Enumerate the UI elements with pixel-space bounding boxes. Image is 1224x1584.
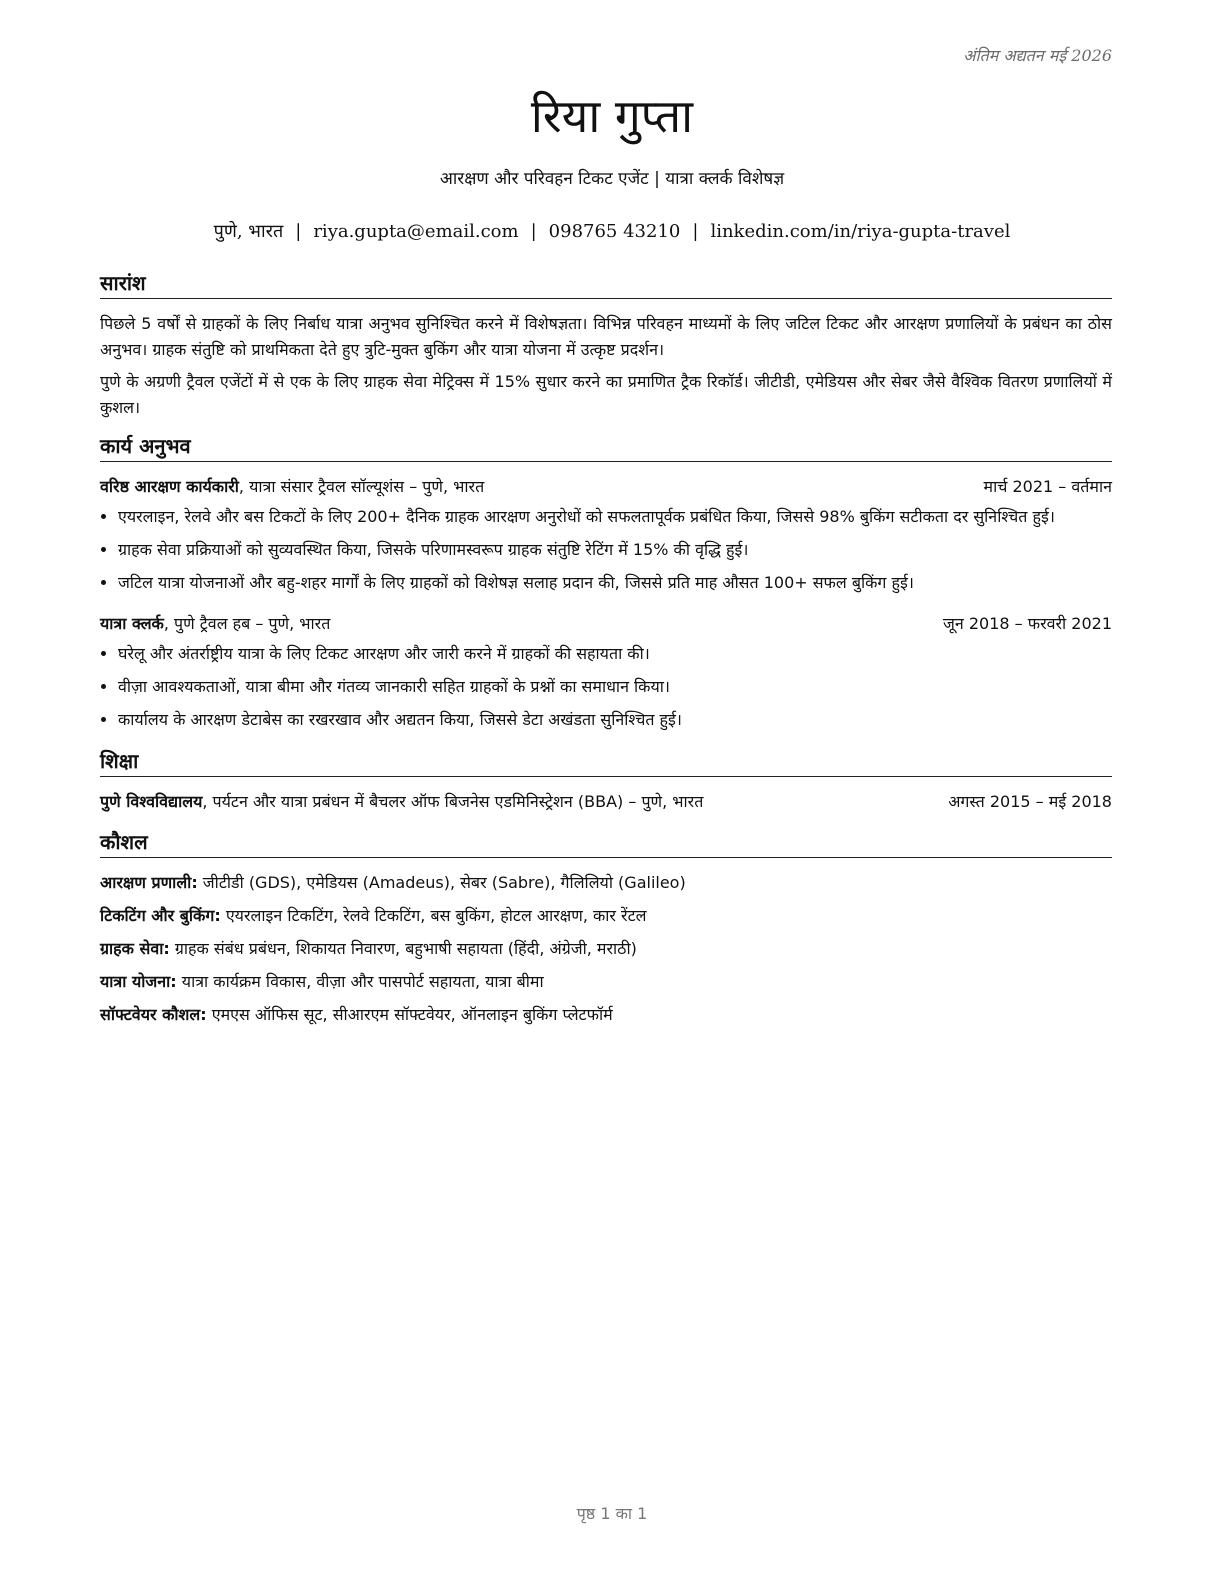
skill-row	[100, 936, 1112, 962]
summary-paragraph: पुणे के अग्रणी ट्रैवल एजेंटों में से एक के लिए ग्राहक सेवा मेट्रिक्स में 15% सुधार करने का प्रमाणित ट्रैक रिकॉर्ड। जीटीडी, एमेडियस और सेबर जैसे वैश्विक वितरण प्रणालियों में कुशल।	[100, 372, 1112, 417]
candidate-name: रिया गुप्ता	[530, 89, 694, 143]
role-header	[100, 474, 1112, 500]
role-title: वरिष्ठ आरक्षण कार्यकारी	[100, 477, 239, 496]
education-detail: , पर्यटन और यात्रा प्रबंधन में बैचलर ऑफ बिजनेस एडमिनिस्ट्रेशन (BBA) – पुणे, भारत	[202, 792, 704, 811]
skill-value: एयरलाइन टिकटिंग, रेलवे टिकटिंग, बस बुकिंग, होटल आरक्षण, कार रेंटल	[220, 906, 647, 925]
summary-section	[100, 311, 1112, 421]
skill-label: सॉफ्टवेयर कौशल:	[100, 1005, 207, 1024]
skill-label: यात्रा योजना:	[100, 972, 177, 991]
experience-entry	[100, 611, 1112, 732]
skill-value: यात्रा कार्यक्रम विकास, वीज़ा और पासपोर्ट सहायता, यात्रा बीमा	[176, 972, 544, 991]
role-dates: जून 2018 – फरवरी 2021	[943, 614, 1112, 633]
skill-row	[100, 870, 1112, 896]
resume-body	[100, 270, 1112, 1035]
bullet-item: • कार्यालय के आरक्षण डेटाबेस का रखरखाव और अद्यतन किया, जिससे डेटा अखंडता सुनिश्चित हुई।	[118, 707, 1112, 732]
skill-value: जीटीडी (GDS), एमेडियस (Amadeus), सेबर (Sabre), गैलिलियो (Galileo)	[197, 873, 686, 892]
skill-row	[100, 903, 1112, 929]
separator: |	[692, 221, 699, 242]
role-header	[100, 611, 1112, 637]
education-heading: शिक्षा	[100, 748, 1112, 777]
skill-value: ग्राहक संबंध प्रबंधन, शिकायत निवारण, बहुभाषी सहायता (हिंदी, अंग्रेजी, मराठी)	[169, 939, 637, 958]
role-title: यात्रा क्लर्क	[100, 614, 164, 633]
role-bullets	[100, 641, 1112, 732]
skill-label: ग्राहक सेवा:	[100, 939, 170, 958]
role-dates: मार्च 2021 – वर्तमान	[983, 477, 1112, 496]
summary-paragraph: पिछले 5 वर्षों से ग्राहकों के लिए निर्बाध यात्रा अनुभव सुनिश्चित करने में विशेषज्ञता। विभिन्न परिवहन माध्यमों के लिए जटिल टिकट और आरक्षण प्रणालियों के प्रबंधन का ठोस अनुभव। ग्राहक संतुष्टि को प्राथमिकता देते हुए त्रुटि-मुक्त बुकिंग और यात्रा योजना में उत्कृष्ट प्रदर्शन।	[100, 314, 1112, 359]
headline: आरक्षण और परिवहन टिकट एजेंट | यात्रा क्लर्क विशेषज्ञ	[439, 169, 785, 189]
skill-value: एमएस ऑफिस सूट, सीआरएम सॉफ्टवेयर, ऑनलाइन बुकिंग प्लेटफॉर्म	[206, 1005, 613, 1024]
education-dates: अगस्त 2015 – मई 2018	[948, 792, 1112, 811]
skill-row	[100, 1002, 1112, 1028]
bullet-item: • वीज़ा आवश्यकताओं, यात्रा बीमा और गंतव्य जानकारी सहित ग्राहकों के प्रश्नों का समाधान किया।	[118, 674, 1112, 699]
bullet-item: • घरेलू और अंतर्राष्ट्रीय यात्रा के लिए टिकट आरक्षण और जारी करने में ग्राहकों की सहायता की।	[118, 641, 1112, 666]
role-org: , पुणे ट्रैवल हब – पुणे, भारत	[163, 614, 331, 633]
skills-section	[100, 870, 1112, 1028]
skill-label: टिकटिंग और बुकिंग:	[100, 906, 221, 925]
education-institution: पुणे विश्वविद्यालय	[100, 792, 203, 811]
bullet-item: • ग्राहक सेवा प्रक्रियाओं को सुव्यवस्थित किया, जिसके परिणामस्वरूप ग्राहक संतुष्टि रेटिंग में 15% की वृद्धि हुई।	[118, 537, 1112, 562]
contact-line	[0, 219, 1224, 243]
separator: |	[530, 221, 537, 242]
contact-linkedin[interactable]: linkedin.com/in/riya-gupta-travel	[710, 221, 1011, 242]
bullet-item: • एयरलाइन, रेलवे और बस टिकटों के लिए 200+ दैनिक ग्राहक आरक्षण अनुरोधों को सफलतापूर्वक प्रबंधित किया, जिससे 98% बुकिंग सटीकता दर सुनिश्चित हुई।	[118, 504, 1112, 529]
role-bullets	[100, 504, 1112, 595]
separator: |	[295, 221, 302, 242]
role-org: , यात्रा संसार ट्रैवल सॉल्यूशंस – पुणे, भारत	[238, 477, 485, 496]
contact-email[interactable]: riya.gupta@email.com	[313, 221, 519, 242]
skill-row	[100, 969, 1112, 995]
last-updated: अंतिम अद्यतन मई 2026	[963, 46, 1112, 65]
page-number: पृष्ठ 1 का 1	[576, 1504, 648, 1523]
contact-phone: 098765 43210	[548, 221, 681, 242]
skills-heading: कौशल	[100, 829, 1112, 858]
bullet-item: • जटिल यात्रा योजनाओं और बहु-शहर मार्गों के लिए ग्राहकों को विशेषज्ञ सलाह प्रदान की, जिससे प्रति माह औसत 100+ सफल बुकिंग हुई।	[118, 570, 1112, 595]
skill-label: आरक्षण प्रणाली:	[100, 873, 198, 892]
experience-heading: कार्य अनुभव	[100, 433, 1112, 462]
education-entry	[100, 789, 1112, 815]
contact-location: पुणे, भारत	[213, 221, 284, 242]
experience-entry	[100, 474, 1112, 595]
summary-heading: सारांश	[100, 270, 1112, 299]
